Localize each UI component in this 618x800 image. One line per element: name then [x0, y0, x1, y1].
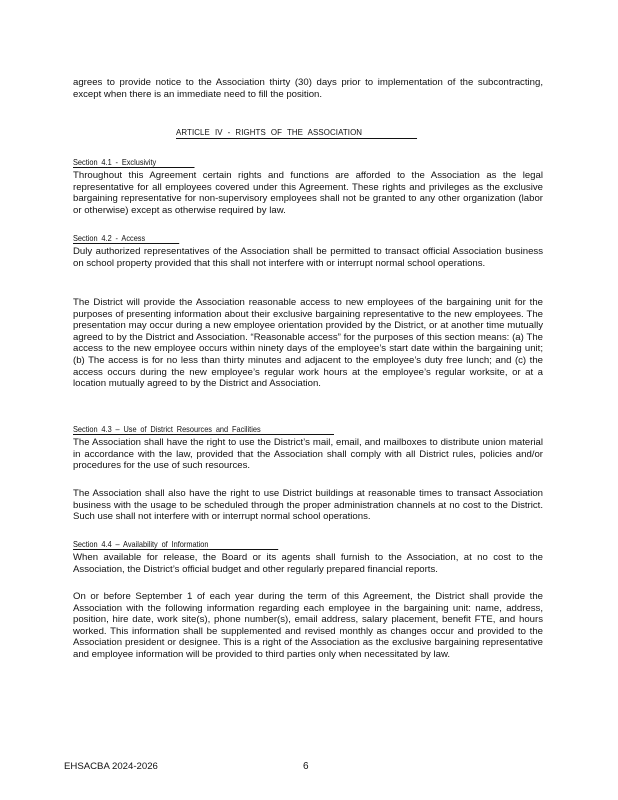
- section-4-1-paragraph-1: Throughout this Agreement certain rights and functions are afforded to the Association as the legal representative for all employees covered under this Agreement. These rights and privileges as the exclusive bargaining representative for non-supervisory employees shall not be granted to any other organization (labor or otherwise) except as otherwise required by law.: [73, 170, 543, 216]
- footer-page-number: 6: [303, 761, 309, 772]
- section-4-4-heading: Section 4.4 – Availability of Information: [73, 540, 278, 550]
- section-4-4-paragraph-1: When available for release, the Board or its agents shall furnish to the Association, at no cost to the Association, the District’s official budget and other regularly prepared financial reports.: [73, 552, 543, 575]
- section-4-2-heading: Section 4.2 - Access: [73, 234, 179, 244]
- section-4-4-paragraph-2: On or before September 1 of each year during the term of this Agreement, the District shall provide the Association with the following information regarding each employee in the bargaining unit: name, address, position, hire date, work site(s), phone number(s), email address, salary placement, benefit FTE, and hours worked. This information shall be supplemented and revised monthly as changes occur and provided to the Association president or designee. This is a right of the Association as the exclusive bargaining representative and employee information will be provided to third parties only when necessitated by law.: [73, 591, 543, 660]
- section-4-2-paragraph-2: The District will provide the Association reasonable access to new employees of the bargaining unit for the purposes of presenting information about their exclusive bargaining representative to the new employees. The presentation may occur during a new employee orientation provided by the District, or at another time mutually agreed to by the District and Association. “Reasonable access” for the purposes of this section means: (a) The access to the new employee occurs within ninety days of the employee’s start date within the bargaining unit; (b) The access is for no less than thirty minutes and adjacent to the employee’s duty free lunch; and (c) the access occurs during the new employee’s regular work hours at the employee’s regular worksite, or at a location mutually agreed to by the District and Association.: [73, 297, 543, 390]
- section-4-1-heading: Section 4.1 - Exclusivity: [73, 158, 195, 168]
- section-4-3-heading: Section 4.3 – Use of District Resources and Facilities: [73, 425, 334, 435]
- section-4-3-paragraph-1: The Association shall have the right to use the District’s mail, email, and mailboxes to distribute union material in accordance with the law, provided that the Association shall comply with all District rules, policies and/or procedures for the use of such resources.: [73, 437, 543, 472]
- footer-doc-id: EHSACBA 2024-2026: [64, 761, 158, 772]
- section-4-2-paragraph-1: Duly authorized representatives of the Association shall be permitted to transact official Association business on school property provided that this shall not interfere with or interrupt normal school operations.: [73, 246, 543, 269]
- article-title: ARTICLE IV - RIGHTS OF THE ASSOCIATION: [176, 127, 417, 139]
- intro-paragraph: agrees to provide notice to the Association thirty (30) days prior to implementation of the subcontracting, except when there is an immediate need to fill the position.: [73, 77, 543, 100]
- section-4-3-paragraph-2: The Association shall also have the right to use District buildings at reasonable times to transact Association business with the usage to be scheduled through the proper administration channels at no cost to the District. Such use shall not interfere with or interrupt normal school operations.: [73, 488, 543, 523]
